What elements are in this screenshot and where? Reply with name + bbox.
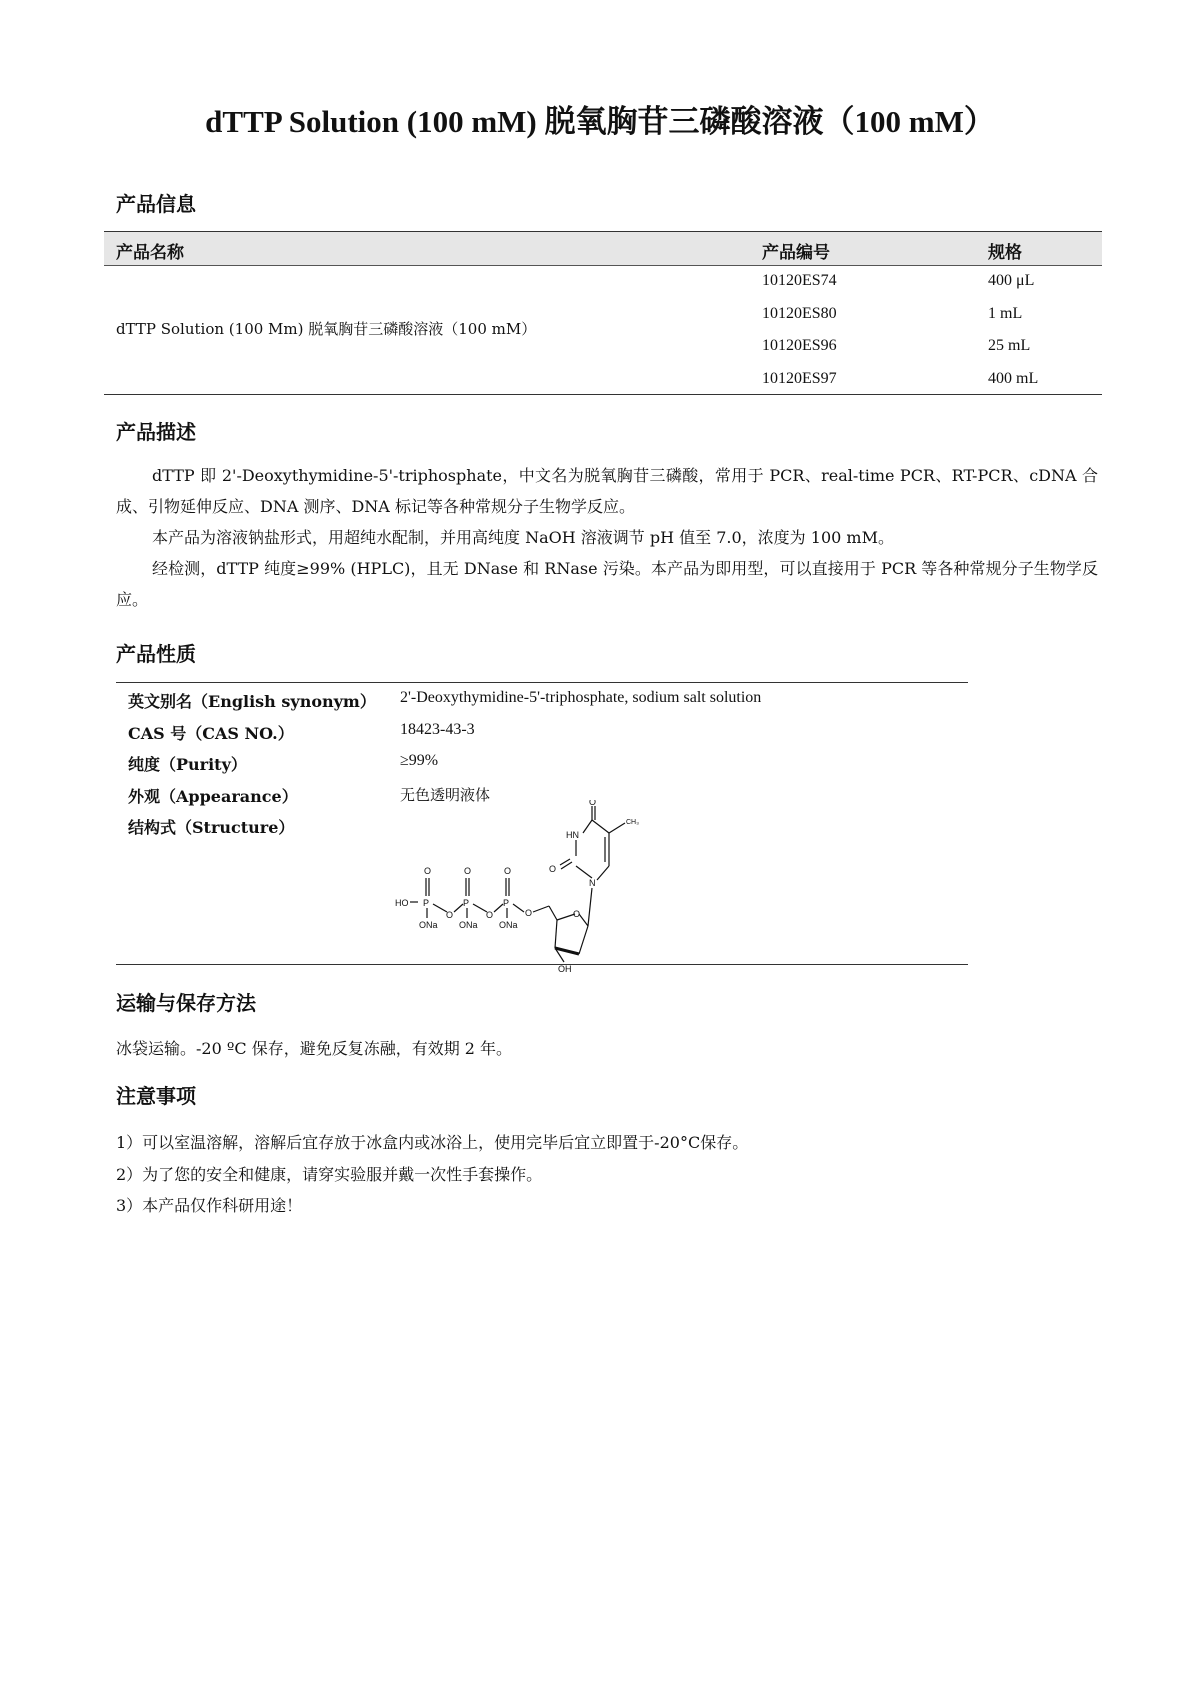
structure-label: HN [566, 830, 579, 840]
storage-text: 冰袋运输。-20 ºC 保存，避免反复冻融，有效期 2 年。 [116, 1039, 513, 1058]
section-title-storage: 运输与保存方法 [116, 991, 256, 1015]
product-name-cell: dTTP Solution (100 Mm) 脱氧胸苷三磷酸溶液（100 mM） [116, 320, 537, 338]
structure-label: O [589, 800, 597, 807]
note-item: 3）本产品仅作科研用途！ [116, 1196, 303, 1215]
structure-label: O [464, 866, 472, 876]
structure-label: O [446, 910, 454, 920]
note-item: 1）可以室温溶解，溶解后宜存放于冰盒内或冰浴上，使用完毕后宜立即置于-20°C保存。 [116, 1133, 749, 1152]
structure-label: P [503, 898, 510, 908]
section-title-notes: 注意事项 [116, 1084, 196, 1108]
property-value: 2'-Deoxythymidine-5'-triphosphate, sodium salt solution [400, 689, 762, 706]
property-value: ≥99% [400, 752, 439, 769]
property-value: 无色透明液体 [400, 786, 491, 804]
structure-label: P [423, 898, 430, 908]
structure-label: N [589, 878, 596, 888]
chemical-structure-diagram [392, 800, 682, 975]
section-title-properties: 产品性质 [116, 642, 196, 666]
product-code-cell: 10120ES80 [762, 305, 837, 322]
header-product-code: 产品编号 [762, 243, 830, 263]
product-spec-cell: 1 mL [988, 305, 1023, 322]
structure-label: O [486, 910, 494, 920]
property-label: 结构式（Structure） [128, 818, 295, 837]
table-bottom-rule [104, 394, 1102, 395]
product-spec-cell: 400 μL [988, 272, 1035, 289]
structure-label: ONa [459, 920, 478, 930]
description-paragraph: 本产品为溶液钠盐形式，用超纯水配制，并用高纯度 NaOH 溶液调节 pH 值至 7.0，浓度为 100 mM。 [152, 528, 894, 547]
structure-label: O [504, 866, 512, 876]
structure-label: HO [395, 898, 409, 908]
section-title-description: 产品描述 [116, 420, 196, 444]
structure-label: CH₃ [626, 819, 639, 826]
property-label: 纯度（Purity） [128, 755, 247, 774]
header-spec: 规格 [988, 243, 1022, 263]
properties-top-rule [116, 682, 968, 683]
properties-bottom-rule [116, 964, 968, 965]
structure-label: O [424, 866, 432, 876]
structure-label: OH [558, 964, 572, 974]
note-item: 2）为了您的安全和健康，请穿实验服并戴一次性手套操作。 [116, 1165, 543, 1184]
product-code-cell: 10120ES96 [762, 337, 837, 354]
section-title-info: 产品信息 [116, 192, 196, 216]
structure-label: P [463, 898, 470, 908]
structure-label: O [549, 864, 557, 874]
property-label: 外观（Appearance） [128, 787, 298, 806]
description-paragraph: 经检测，dTTP 纯度≥99% (HPLC)，且无 DNase 和 RNase 污染。本产品为即用型，可以直接用于 PCR 等各种常规分子生物学反应。 [116, 559, 1098, 609]
document-title: dTTP Solution (100 mM) 脱氧胸苷三磷酸溶液（100 mM） [205, 104, 995, 139]
product-code-cell: 10120ES74 [762, 272, 837, 289]
header-product-name: 产品名称 [116, 243, 184, 263]
structure-label: O [573, 909, 581, 919]
product-table-header [104, 231, 1102, 266]
product-code-cell: 10120ES97 [762, 370, 837, 387]
property-value: 18423-43-3 [400, 721, 475, 738]
property-label: 英文别名（English synonym） [128, 692, 376, 711]
structure-label: O [525, 908, 533, 918]
property-label: CAS 号（CAS NO.） [128, 724, 294, 743]
structure-label: ONa [419, 920, 438, 930]
description-block [116, 460, 1098, 615]
structure-label: ONa [499, 920, 518, 930]
description-paragraph: dTTP 即 2'-Deoxythymidine-5'-triphosphate，中文名为脱氧胸苷三磷酸，常用于 PCR、real-time PCR、RT-PCR、cDNA 合成、引物延伸反应、DNA 测序、DNA 标记等各种常规分子生物学反应。 [116, 466, 1098, 516]
product-spec-cell: 400 mL [988, 370, 1039, 387]
product-spec-cell: 25 mL [988, 337, 1031, 354]
